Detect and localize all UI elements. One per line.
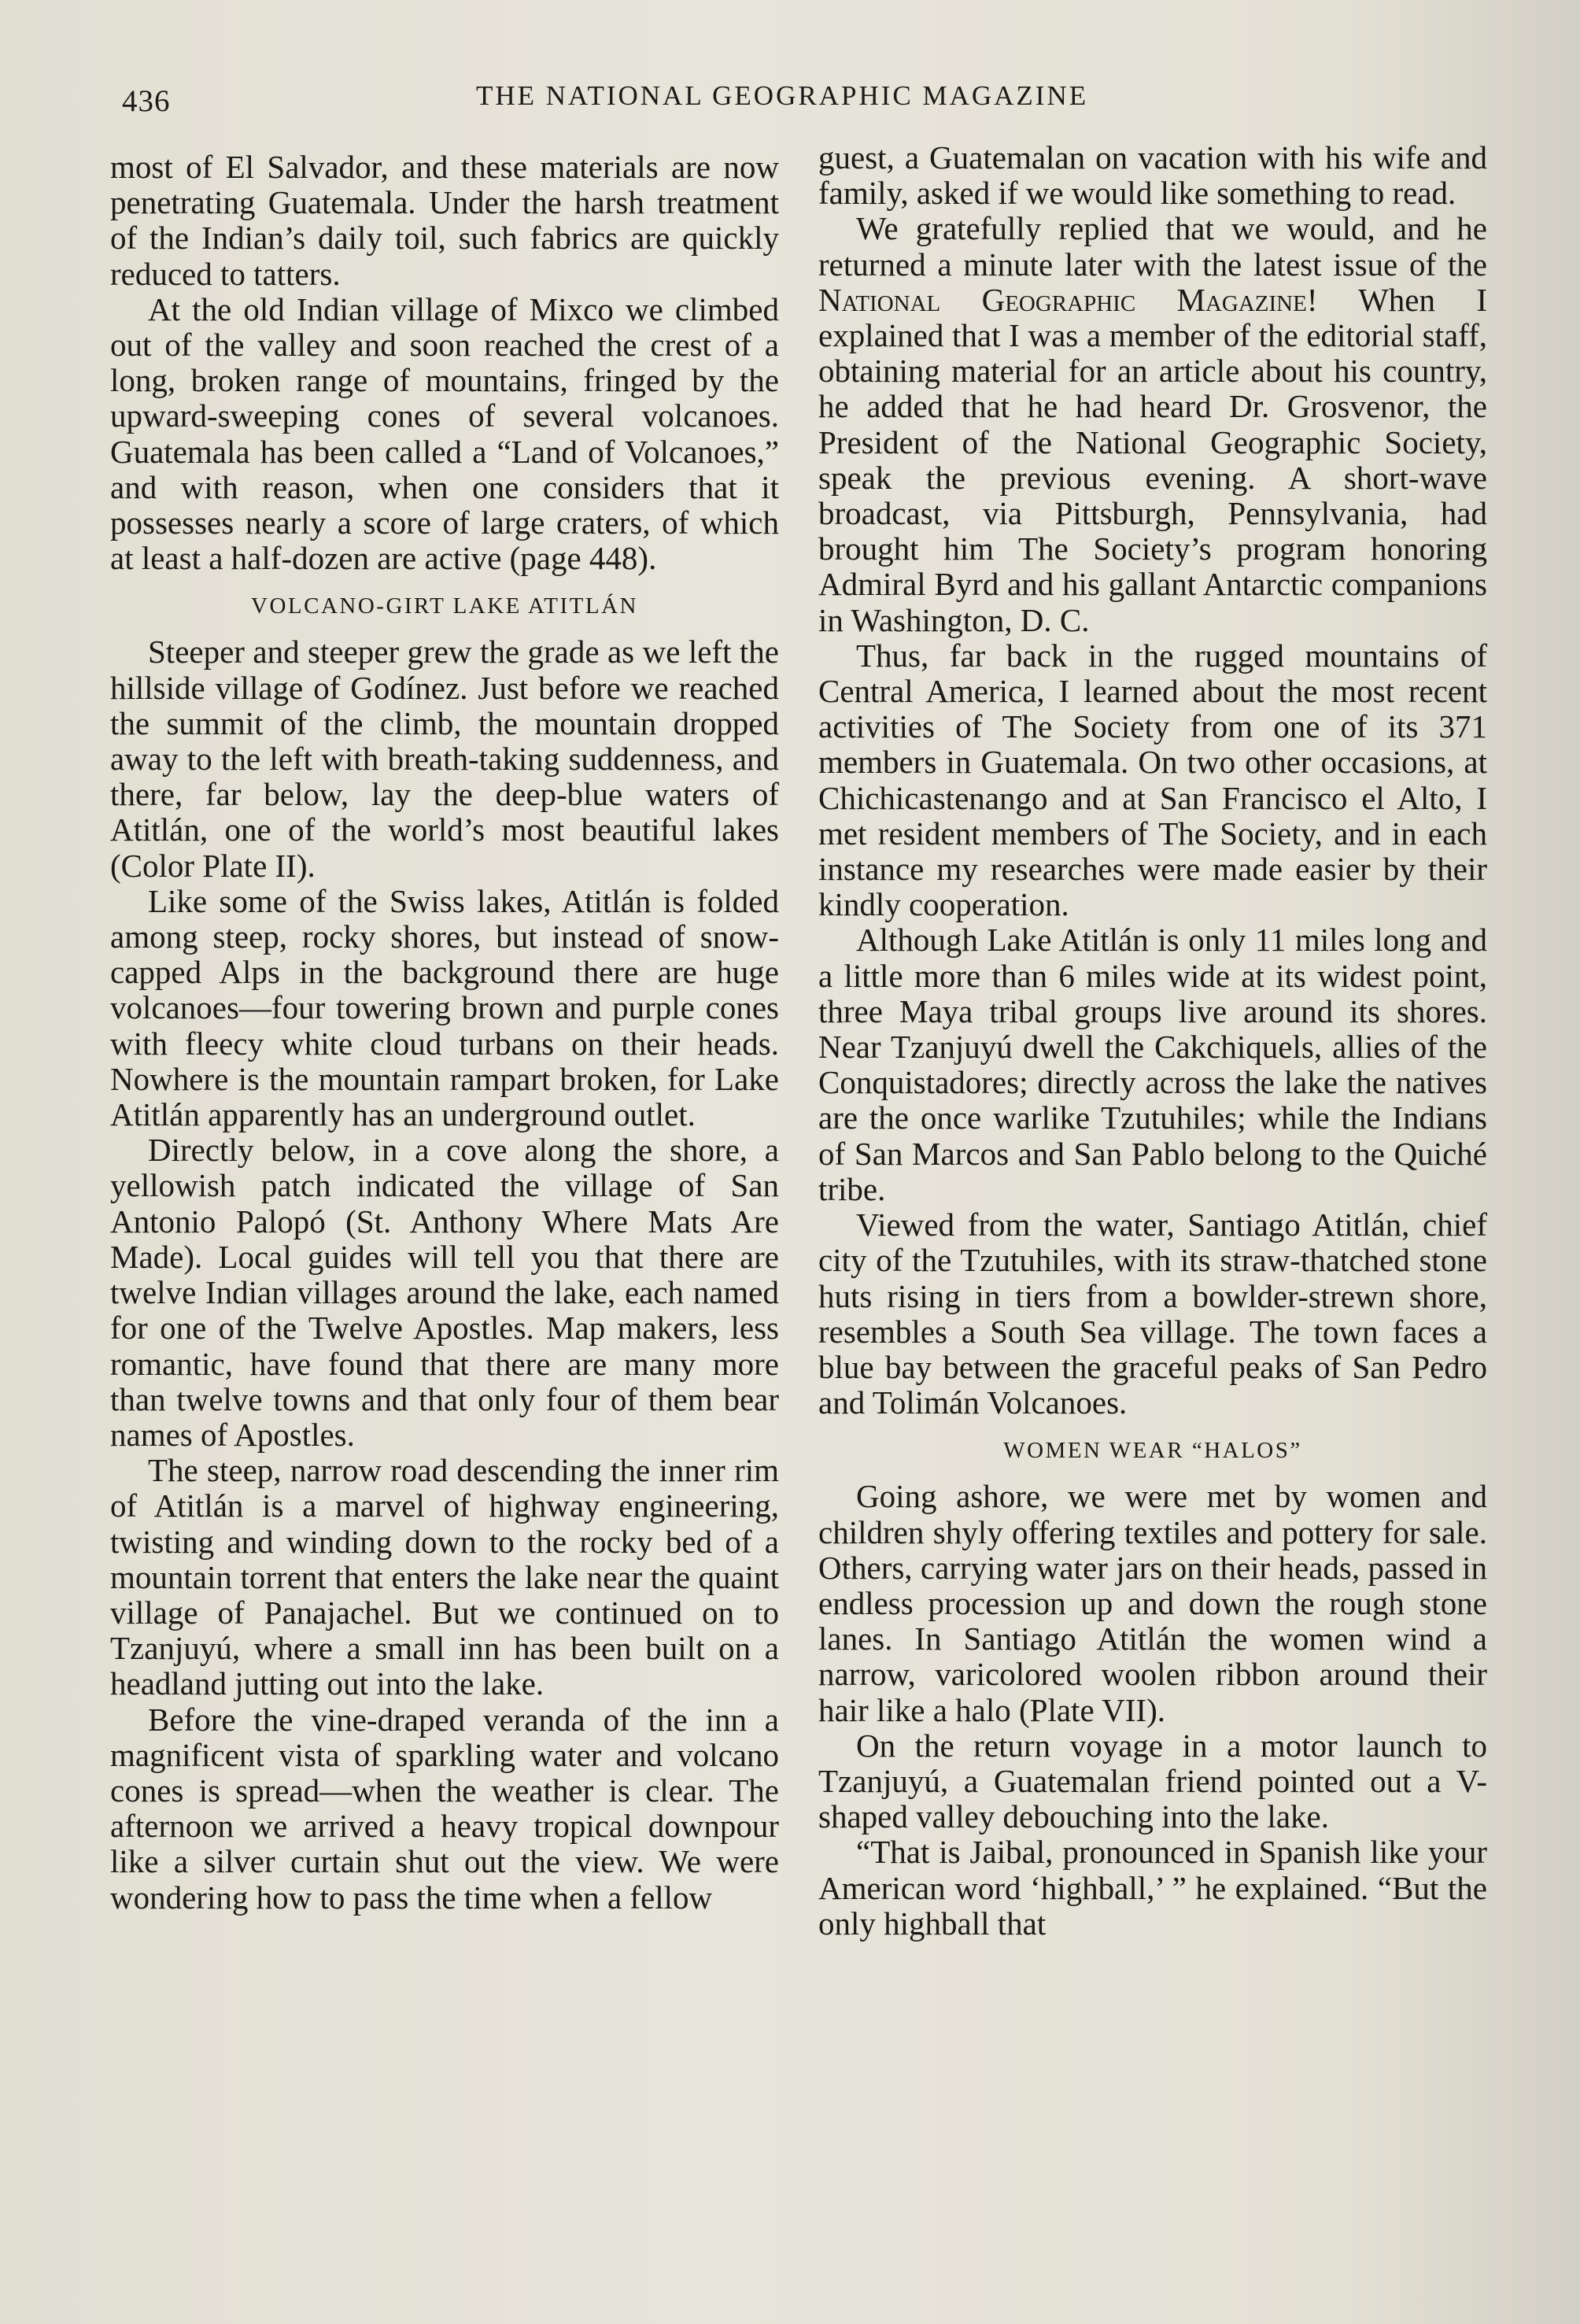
paragraph: “That is Jaibal, pronounced in Spanish like your American word ‘highball,’ ” he explained. “But the only highball that (818, 1834, 1487, 1942)
paragraph-text: We gratefully replied that we would, and he returned a minute later with the latest issue of the (818, 210, 1487, 283)
paragraph: Steeper and steeper grew the grade as we left the hillside village of Godínez. Just before we reached the summit of the climb, the mountain dropped away to the left with breath-taking suddenness, and there, far below, lay the deep-blue waters of Atitlán, one of the world’s most beautiful lakes (Color Plate II). (110, 634, 779, 884)
right-column (818, 140, 1487, 1942)
paragraph: The steep, narrow road descending the inner rim of Atitlán is a marvel of highway engineering, twisting and winding down to the rocky bed of a mountain torrent that enters the lake near the quaint village of Panajachel. But we continued on to Tzanjuyú, where a small inn has been built on a headland jutting out into the lake. (110, 1452, 779, 1702)
paragraph: Directly below, in a cove along the shore, a yellowish patch indicated the village of San Antonio Palopó (St. Anthony Where Mats Are Made). Local guides will tell you that there are twelve Indian villages around the lake, each named for one of the Twelve Apostles. Map makers, less romantic, have found that there are many more than twelve towns and that only four of them bear names of Apostles. (110, 1132, 779, 1453)
paragraph: Like some of the Swiss lakes, Atitlán is folded among steep, rocky shores, but instead of snow-capped Alps in the background there are huge volcanoes—four towering brown and purple cones with fleecy white cloud turbans on their heads. Nowhere is the mountain rampart broken, for Lake Atitlán apparently has an underground outlet. (110, 882, 779, 1133)
paragraph: On the return voyage in a motor launch to Tzanjuyú, a Guatemalan friend pointed out a V-shaped valley debouching into the lake. (818, 1727, 1487, 1835)
paragraph: Although Lake Atitlán is only 11 miles long and a little more than 6 miles wide at its widest point, three Maya tribal groups live around its shores. Near Tzanjuyú dwell the Cakchiquels, allies of the Conquistadores; directly across the lake the natives are the once warlike Tzutuhiles; while the Indians of San Marcos and San Pablo belong to the Quiché tribe. (818, 922, 1487, 1207)
section-heading: WOMEN WEAR “HALOS” (1003, 1438, 1302, 1464)
paragraph: guest, a Guatemalan on vacation with his wife and family, asked if we would like something to read. (818, 139, 1487, 212)
magazine-title: THE NATIONAL GEOGRAPHIC MAGAZINE (476, 80, 1089, 111)
paragraph: Before the vine-draped veranda of the inn a magnificent vista of sparkling water and volcano cones is spread—when the weather is clear. The afternoon we arrived a heavy tropical downpour like a silver curtain shut out the view. We were wondering how to pass the time when a fellow (110, 1701, 779, 1916)
paragraph: Thus, far back in the rugged mountains of Central America, I learned about the most recent activities of The Society from one of its 371 members in Guatemala. On two other occasions, at Chichicastenango and at San Francisco el Alto, I met resident members of The Society, and in each instance my researches were made easier by their kindly cooperation. (818, 637, 1487, 923)
magazine-name-smallcaps: National Geographic Magazine (818, 281, 1307, 318)
paragraph: most of El Salvador, and these materials are now penetrating Guatemala. Under the harsh treatment of the Indian’s daily toil, such fabrics are quickly reduced to tatters. (110, 149, 779, 292)
paragraph: Viewed from the water, Santiago Atitlán, chief city of the Tzutuhiles, with its straw-thatched stone huts rising in tiers from a bowlder-strewn shore, resembles a South Sea village. The town faces a blue bay between the graceful peaks of San Pedro and Tolimán Volcanoes. (818, 1206, 1487, 1421)
left-column (110, 150, 779, 1916)
paragraph: Going ashore, we were met by women and children shyly offering textiles and pottery for sale. Others, carrying water jars on their heads, passed in endless procession up and down the rough stone lanes. In Santiago Atitlán the women wind a narrow, varicolored woolen ribbon around their hair like a halo (Plate VII). (818, 1478, 1487, 1728)
section-heading: VOLCANO-GIRT LAKE ATITLÁN (251, 593, 638, 619)
running-head (122, 72, 1129, 120)
paragraph (818, 211, 1487, 637)
page-number: 436 (122, 84, 171, 118)
paragraph-text: ! When I explained that I was a member of the editorial staff, obtaining material for an article about his country, he added that he had heard Dr. Grosvenor, the President of the National Geographic Society, speak the previous evening. A short-wave broadcast, via Pittsburgh, Pennsylvania, had brought him The Society’s program honoring Admiral Byrd and his gallant Antarctic companions in Washington, D. C. (818, 281, 1487, 638)
paragraph: At the old Indian village of Mixco we climbed out of the valley and soon reached the crest of a long, broken range of mountains, fringed by the upward-sweeping cones of several volcanoes. Guatemala has been called a “Land of Volcanoes,” and with reason, when one considers that it possesses nearly a score of large craters, of which at least a half-dozen are active (page 448). (110, 290, 779, 577)
